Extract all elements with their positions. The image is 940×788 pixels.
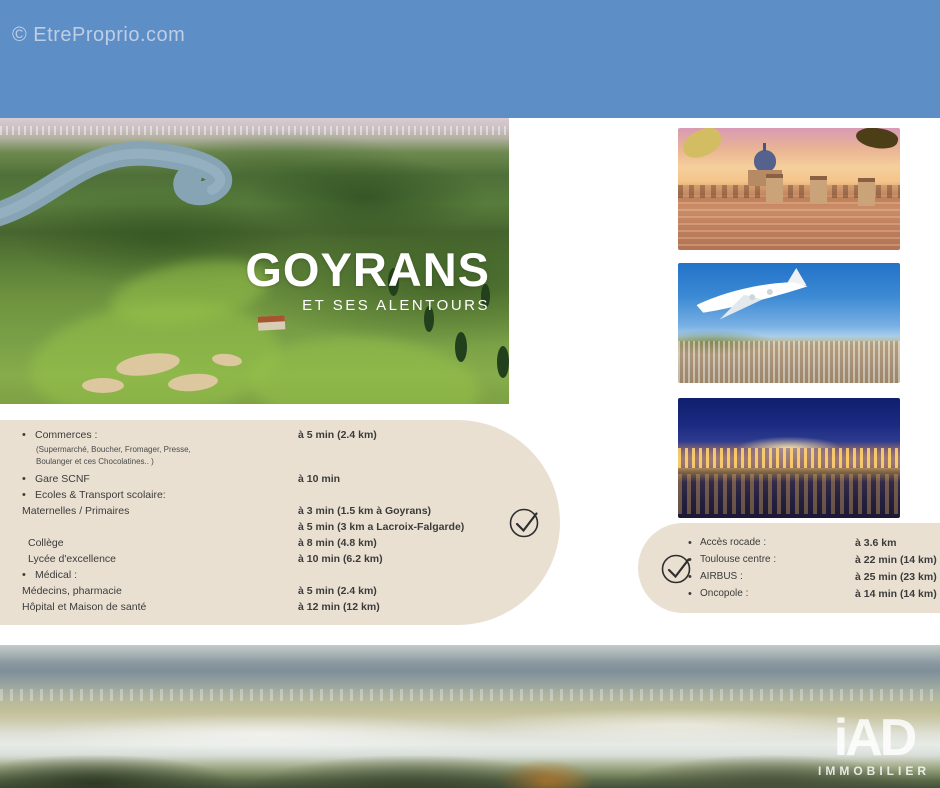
- iad-tagline: IMMOBILIER: [818, 764, 930, 778]
- access-value: à 25 min (23 km): [855, 571, 937, 583]
- amenity-row: [0, 473, 560, 489]
- amenity-note-text: (Supermarché, Boucher, Fromager, Presse,: [36, 445, 191, 454]
- leaf-decoration: [854, 128, 899, 152]
- amenity-value: à 10 min (6.2 km): [298, 553, 383, 565]
- airplane-icon: [688, 263, 822, 326]
- access-row: [638, 588, 940, 605]
- cypress-tree: [455, 332, 467, 362]
- access-value: à 3.6 km: [855, 537, 897, 549]
- leaf-decoration: [679, 128, 725, 162]
- amenity-note: [0, 445, 560, 457]
- sky-band: [0, 0, 940, 118]
- amenity-row: [0, 601, 560, 617]
- hero-photo: [0, 118, 509, 404]
- bridge-pylon: [858, 178, 875, 206]
- page-title: GOYRANS: [245, 243, 490, 296]
- amenity-value: à 12 min (12 km): [298, 601, 380, 613]
- amenity-label: • Ecoles & Transport scolaire:: [35, 489, 166, 501]
- watermark-text: © EtreProprio.com: [12, 24, 186, 46]
- red-roof-house: [258, 315, 286, 330]
- amenity-row: [0, 537, 560, 553]
- amenity-value: à 5 min (2.4 km): [298, 585, 377, 597]
- photo-toulouse-sunset: [678, 128, 900, 250]
- cypress-tree: [497, 346, 509, 378]
- bridge-pylon: [810, 176, 827, 204]
- amenity-value: à 5 min (3 km a Lacroix-Falgarde): [298, 521, 465, 533]
- amenity-label: • Gare SCNF: [35, 473, 90, 485]
- iad-logo: [818, 709, 930, 778]
- amenity-row: [0, 585, 560, 601]
- amenity-note-text: Boulanger et ces Chocolatines.. ): [36, 457, 154, 466]
- access-label: • AIRBUS :: [700, 571, 743, 582]
- amenity-label: Lycée d'excellence: [28, 553, 117, 565]
- panorama-photo: [0, 645, 940, 788]
- page-subtitle: ET SES ALENTOURS: [302, 297, 490, 314]
- amenity-label: • Médical :: [35, 569, 77, 581]
- amenity-label: • Commerces :: [35, 429, 97, 441]
- amenity-label: Médecins, pharmacie: [22, 585, 122, 597]
- check-circle-icon: [657, 550, 695, 588]
- check-circle-icon: [505, 504, 543, 542]
- iad-brand-text: iAD: [833, 709, 915, 768]
- amenity-row: [0, 489, 560, 505]
- bridge-pylon: [766, 174, 783, 202]
- amenity-value: à 3 min (1.5 km à Goyrans): [298, 505, 432, 517]
- dome-silhouette: [754, 150, 776, 172]
- amenity-row: [0, 569, 560, 585]
- access-value: à 14 min (14 km): [855, 588, 937, 600]
- amenity-label: Maternelles / Primaires: [22, 505, 130, 517]
- access-label: • Accès rocade :: [700, 537, 766, 548]
- access-value: à 22 min (14 km): [855, 554, 937, 566]
- amenity-row: [0, 521, 560, 537]
- amenity-label: Collège: [28, 537, 64, 549]
- sand-bunker: [82, 378, 124, 393]
- amenity-label: Hôpital et Maison de santé: [22, 601, 147, 613]
- photo-airplane-over-city: [678, 263, 900, 383]
- photo-capitole-night: [678, 398, 900, 518]
- amenity-value: à 8 min (4.8 km): [298, 537, 377, 549]
- access-label: • Oncopole :: [700, 588, 748, 599]
- amenity-row: [0, 505, 560, 521]
- hero-title-block: [245, 243, 490, 314]
- amenities-panel: [0, 420, 560, 625]
- amenity-value: à 10 min: [298, 473, 341, 485]
- amenities-list: [0, 420, 560, 617]
- access-label: • Toulouse centre :: [700, 554, 776, 565]
- amenity-row: [0, 429, 560, 445]
- amenity-note: [0, 457, 560, 469]
- amenity-row: [0, 553, 560, 569]
- amenity-value: à 5 min (2.4 km): [298, 429, 377, 441]
